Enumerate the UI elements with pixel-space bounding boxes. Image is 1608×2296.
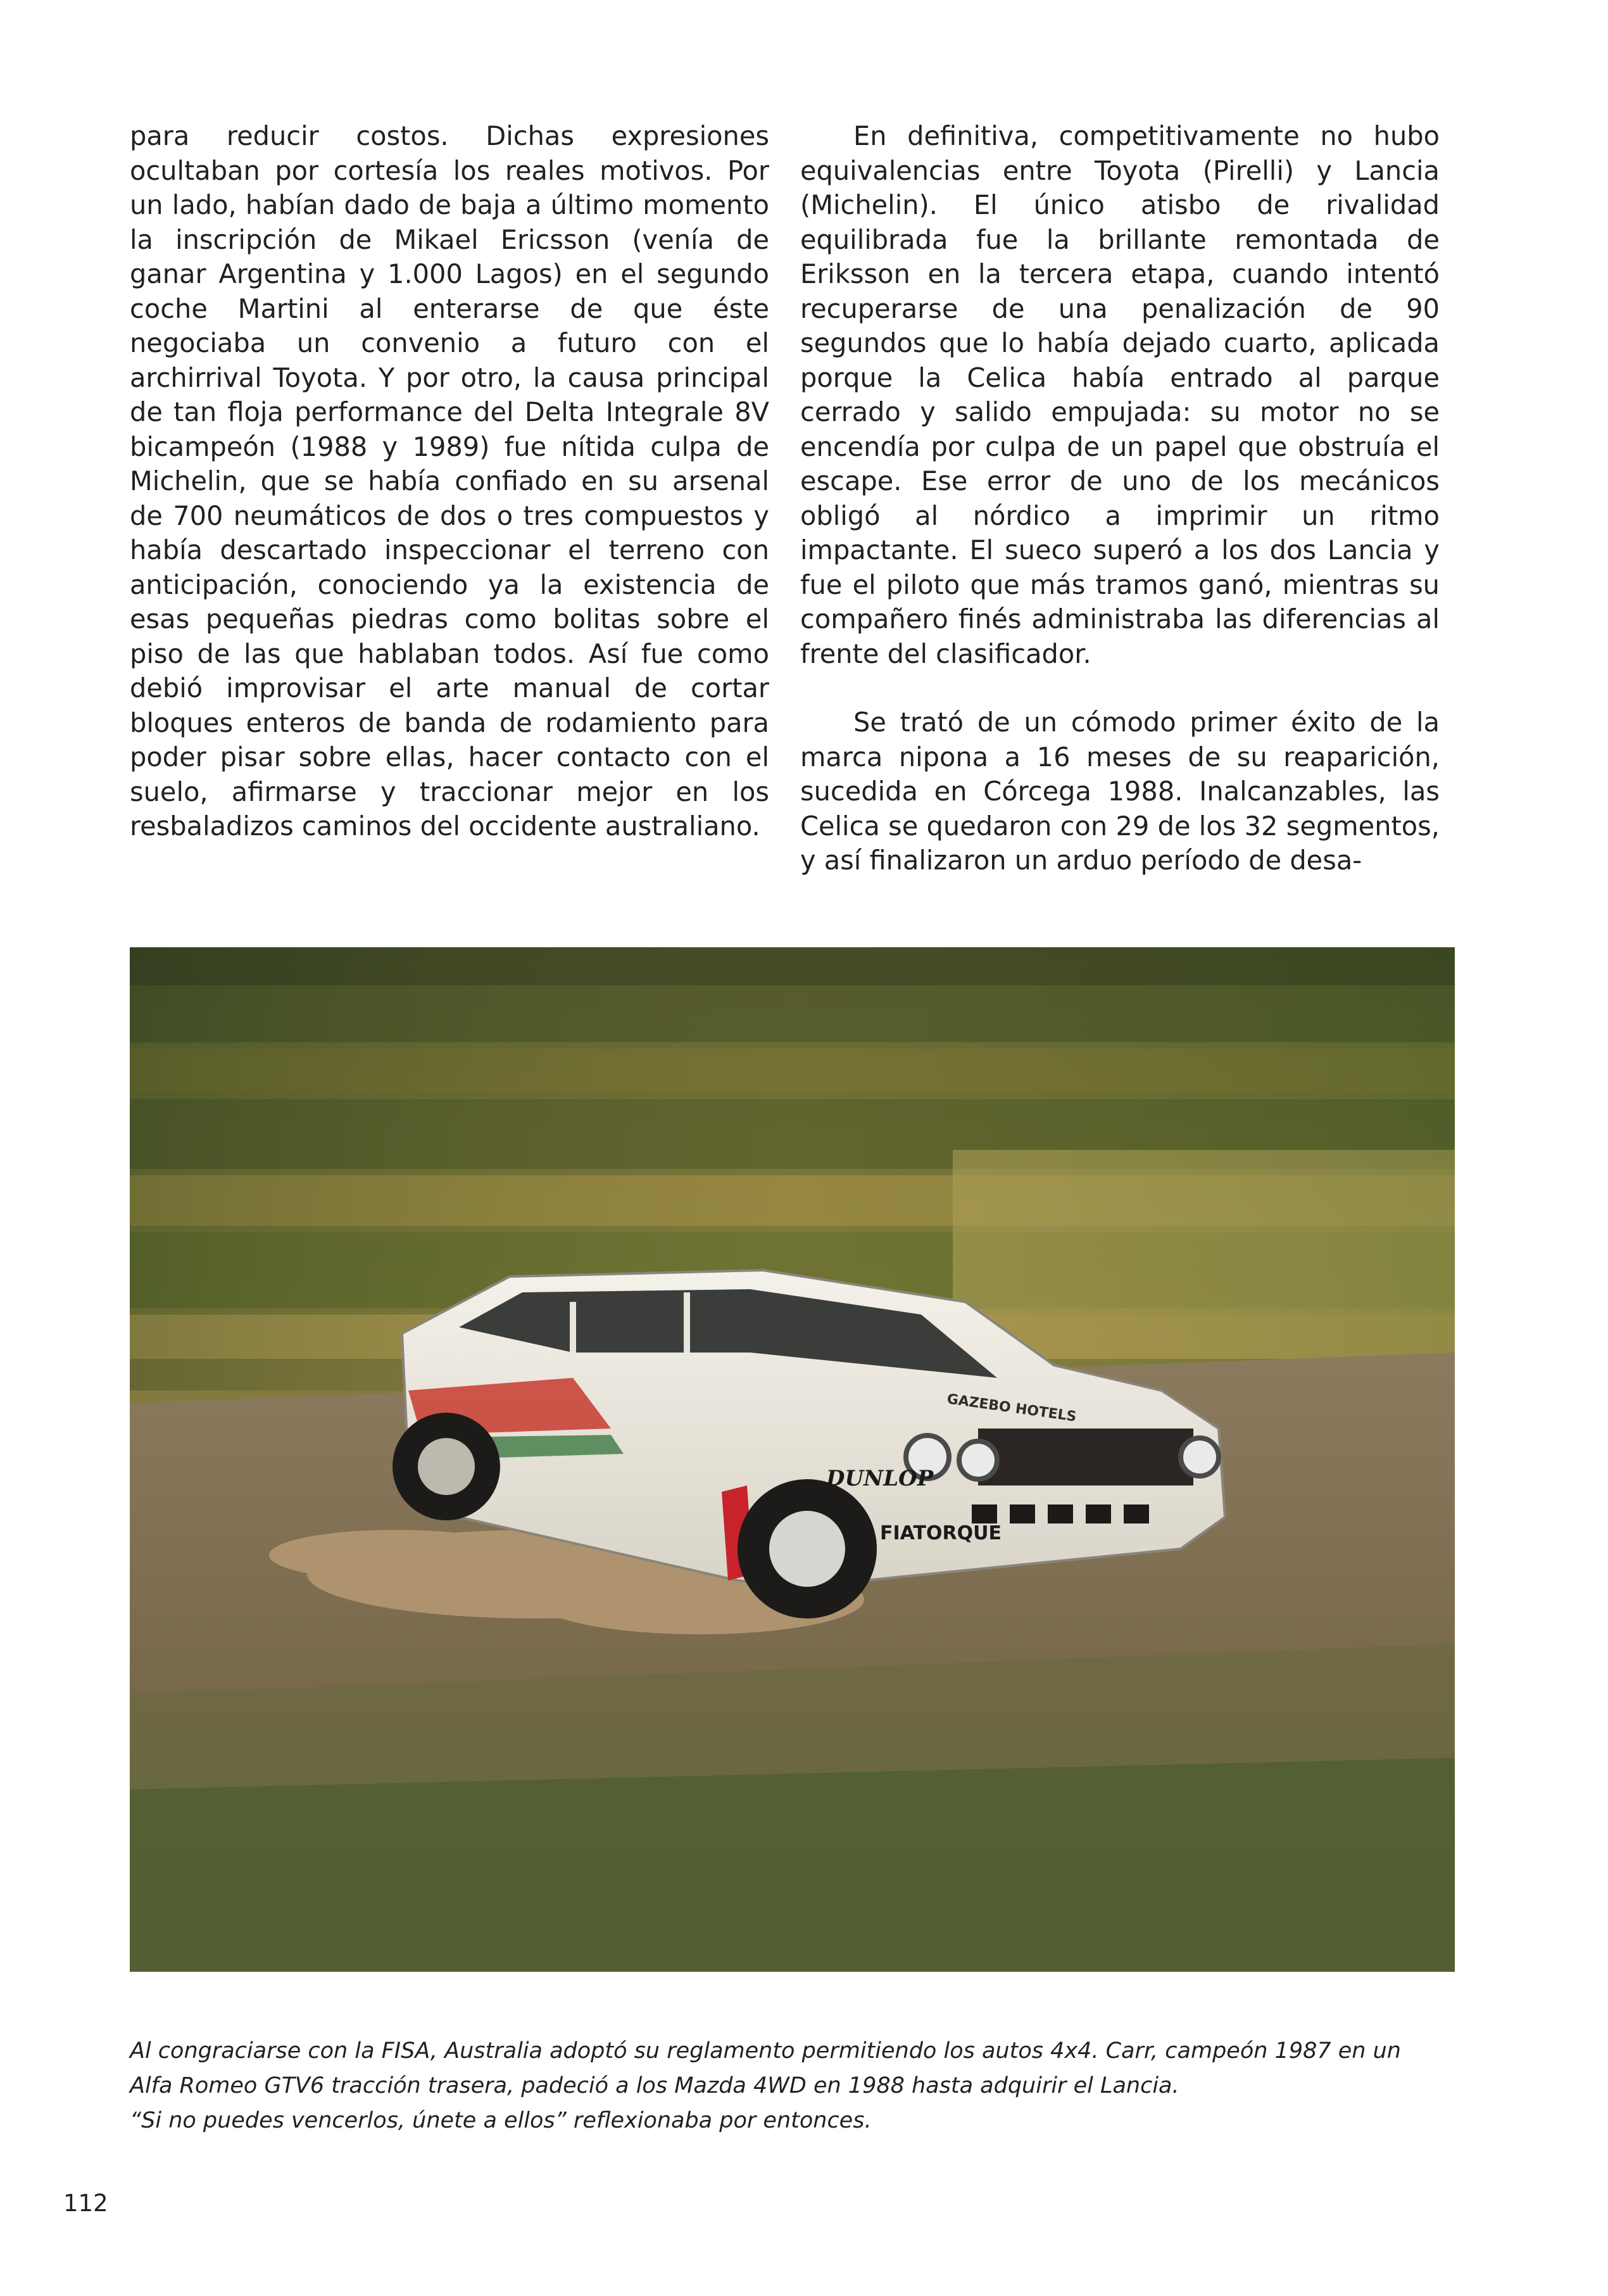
caption-line-2: Alfa Romeo GTV6 tracción trasera, padeció a los Mazda 4WD en 1988 hasta adquirir el Lancia.: [130, 2073, 1179, 2098]
left-text-column: [130, 119, 769, 844]
photo-caption: [130, 2034, 1459, 2138]
rally-car-photo: [130, 947, 1455, 1972]
left-paragraph: para reducir costos. Dichas expresiones ocultaban por cortesía los reales motivos. Por un lado, habían dado de baja a último momento la inscripción de Mikael Ericsson (venía de ganar Argentina y 1.000 Lagos) en el segundo coche Martini al enterarse de que éste negociaba un convenio a futuro con el archirrival Toyota. Y por otro, la causa principal de tan floja performance del Delta Integrale 8V bicampeón (1988 y 1989) fue nítida culpa de Michelin, que se había confiado en su arsenal de 700 neumáticos de dos o tres compuestos y había descartado inspeccionar el terreno con anticipación, conociendo ya la existencia de esas pequeñas piedras como bolitas sobre el piso de las que hablaban todos. Así fue como debió improvisar el arte manual de cortar bloques enteros de banda de rodamiento para poder pisar sobre ellas, hacer contacto con el suelo, afirmarse y traccionar mejor en los resbaladizos caminos del occidente australiano.: [130, 120, 769, 842]
caption-line-3: “Si no puedes vencerlos, únete a ellos” reflexionaba por entonces.: [130, 2108, 872, 2133]
gazebo-decal: GAZEBO HOTELS: [946, 1391, 1077, 1425]
right-paragraph-2: Se trató de un cómodo primer éxito de la marca nipona a 16 meses de su reaparición, sucedida en Córcega 1988. Inalcanzables, las Celica se quedaron con 29 de los 32 segmentos, y así finalizaron un arduo período de desa-: [800, 707, 1440, 876]
caption-line-1: Al congraciarse con la FISA, Australia adoptó su reglamento permitiendo los autos 4x4. Carr, campeón 1987 en un: [130, 2038, 1401, 2064]
dunlop-decal: DUNLOP: [826, 1466, 934, 1491]
page-number: 112: [63, 2190, 108, 2217]
right-text-column: [800, 119, 1440, 878]
right-paragraph-1: En definitiva, competitivamente no hubo equivalencias entre Toyota (Pirelli) y Lancia (Michelin). El único atisbo de rivalidad equilibrada fue la brillante remontada de Eriksson en la tercera etapa, cuando intentó recuperarse de una penalización de 90 segundos que lo había dejado cuarto, aplicada porque la Celica había entrado al parque cerrado y salido empujada: su motor no se encendía por culpa de un papel que obstruía el escape. Ese error de uno de los mecánicos obligó al nórdico a imprimir un ritmo impactante. El sueco superó a los dos Lancia y fue el piloto que más tramos ganó, mientras su compañero finés administraba las diferencias al frente del clasificador.: [800, 120, 1440, 669]
fiatorque-decal: FIATORQUE: [880, 1522, 1002, 1544]
rally-car-illustration: [130, 947, 1455, 1972]
